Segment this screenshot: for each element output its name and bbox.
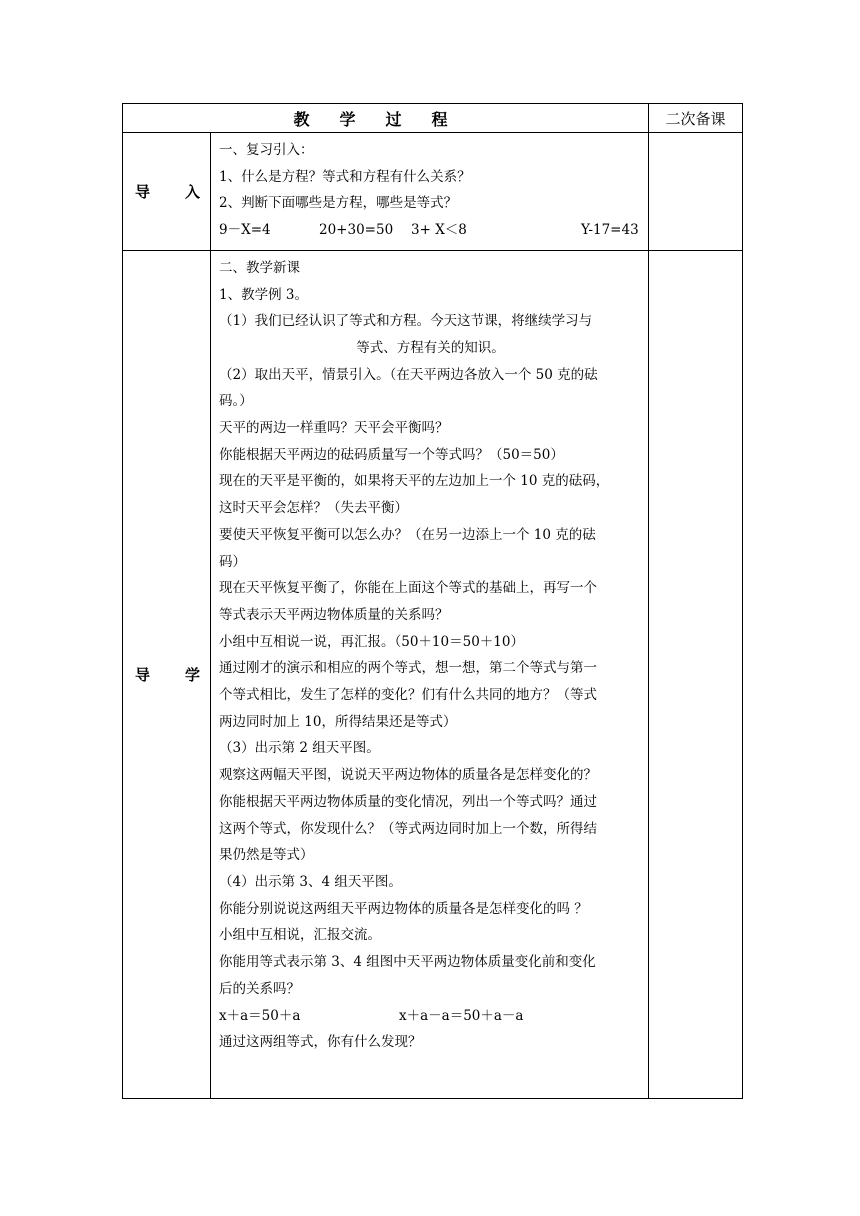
text-line: 现在的天平是平衡的，如果将天平的左边加上一个 10 克的砝码， [219, 473, 610, 490]
text-line: 你能分别说说这两组天平两边物体的质量各是怎样变化的吗 ？ [219, 900, 588, 917]
section-teach-content [211, 250, 649, 1098]
text-line: 等式表示天平两边物体质量的关系吗？ [219, 606, 449, 623]
text-line: 要使天平恢复平衡可以怎么办？（在另一边添上一个 10 克的砝 [219, 526, 596, 543]
text-line: 通过刚才的演示和相应的两个等式，想一想，第二个等式与第一 [219, 660, 597, 677]
text-line: 两边同时加上 10，所得结果还是等式） [219, 713, 457, 730]
text-line: （1）我们已经认识了等式和方程。今天这节课，将继续学习与 [219, 313, 593, 330]
text-line: （4）出示第 3、4 组天平图。 [219, 873, 402, 890]
text-line: 天平的两边一样重吗？天平会平衡吗？ [219, 420, 449, 437]
label-char-right: 入 [184, 182, 200, 201]
equation: 20+30=50 [319, 222, 394, 239]
text-line: 二、教学新课 [219, 259, 300, 276]
text-line: 2、判断下面哪些是方程，哪些是等式？ [219, 195, 458, 212]
equation: 3+ X＜8 [411, 222, 467, 239]
lesson-table [122, 103, 743, 1099]
second-prep-header: 二次备课 [649, 104, 743, 133]
text-line: 你能根据天平两边的砝码质量写一个等式吗？（50＝50） [219, 446, 564, 463]
section-teach-label [123, 250, 211, 1098]
text-line: 一、复习引入： [219, 142, 314, 158]
section-intro-label [123, 133, 211, 251]
label-char-left: 导 [135, 665, 151, 684]
section-intro-row [123, 133, 743, 251]
text-line: 1、什么是方程？等式和方程有什么关系？ [219, 168, 471, 185]
text-line: 码） [219, 553, 246, 570]
text-line: 小组中互相说一说，再汇报。（50＋10＝50＋10） [219, 633, 524, 650]
table-title: 教学过程 [123, 104, 649, 133]
text-line: 小组中互相说，汇报交流。 [219, 927, 381, 944]
equation: x＋a－a＝50＋a－a [399, 1007, 524, 1024]
section-teach-row [123, 250, 743, 1098]
equation-row [219, 217, 642, 244]
text-line: 你能根据天平两边物体质量的变化情况，列出一个等式吗？通过 [219, 793, 597, 810]
section-intro-content [211, 133, 649, 251]
text-line: 码。） [219, 393, 253, 410]
text-line: 1、教学例 3。 [219, 286, 308, 303]
text-line: 果仍然是等式） [219, 847, 314, 864]
equation-row [219, 1003, 642, 1030]
label-char-left: 导 [135, 182, 151, 201]
second-prep-cell [649, 133, 743, 251]
text-line: 个等式相比，发生了怎样的变化？们有什么共同的地方？（等式 [219, 687, 597, 704]
text-line: 后的关系吗？ [219, 980, 300, 997]
text-line: 现在天平恢复平衡了，你能在上面这个等式的基础上，再写一个 [219, 580, 597, 597]
text-line: 你能用等式表示第 3、4 组图中天平两边物体质量变化前和变化 [219, 954, 596, 971]
text-line: 观察这两幅天平图，说说天平两边物体的质量各是怎样变化的？ [219, 767, 597, 784]
table-header-row [123, 104, 743, 133]
label-char-right: 学 [184, 665, 200, 684]
text-line: 通过这两组等式，你有什么发现？ [219, 1034, 422, 1051]
equation: Y-17=43 [581, 222, 639, 239]
equation: 9－X=4 [219, 222, 271, 239]
text-line: 这两个等式，你发现什么？（等式两边同时加上一个数，所得结 [219, 820, 597, 837]
equation: x＋a＝50＋a [219, 1007, 301, 1024]
text-line: （3）出示第 2 组天平图。 [219, 740, 380, 757]
text-line: 这时天平会怎样？（失去平衡） [219, 500, 408, 517]
second-prep-cell [649, 250, 743, 1098]
text-line: （2）取出天平，情景引入。（在天平两边各放入一个 50 克的砝 [219, 366, 598, 383]
text-line: 等式、方程有关的知识。 [356, 339, 505, 356]
